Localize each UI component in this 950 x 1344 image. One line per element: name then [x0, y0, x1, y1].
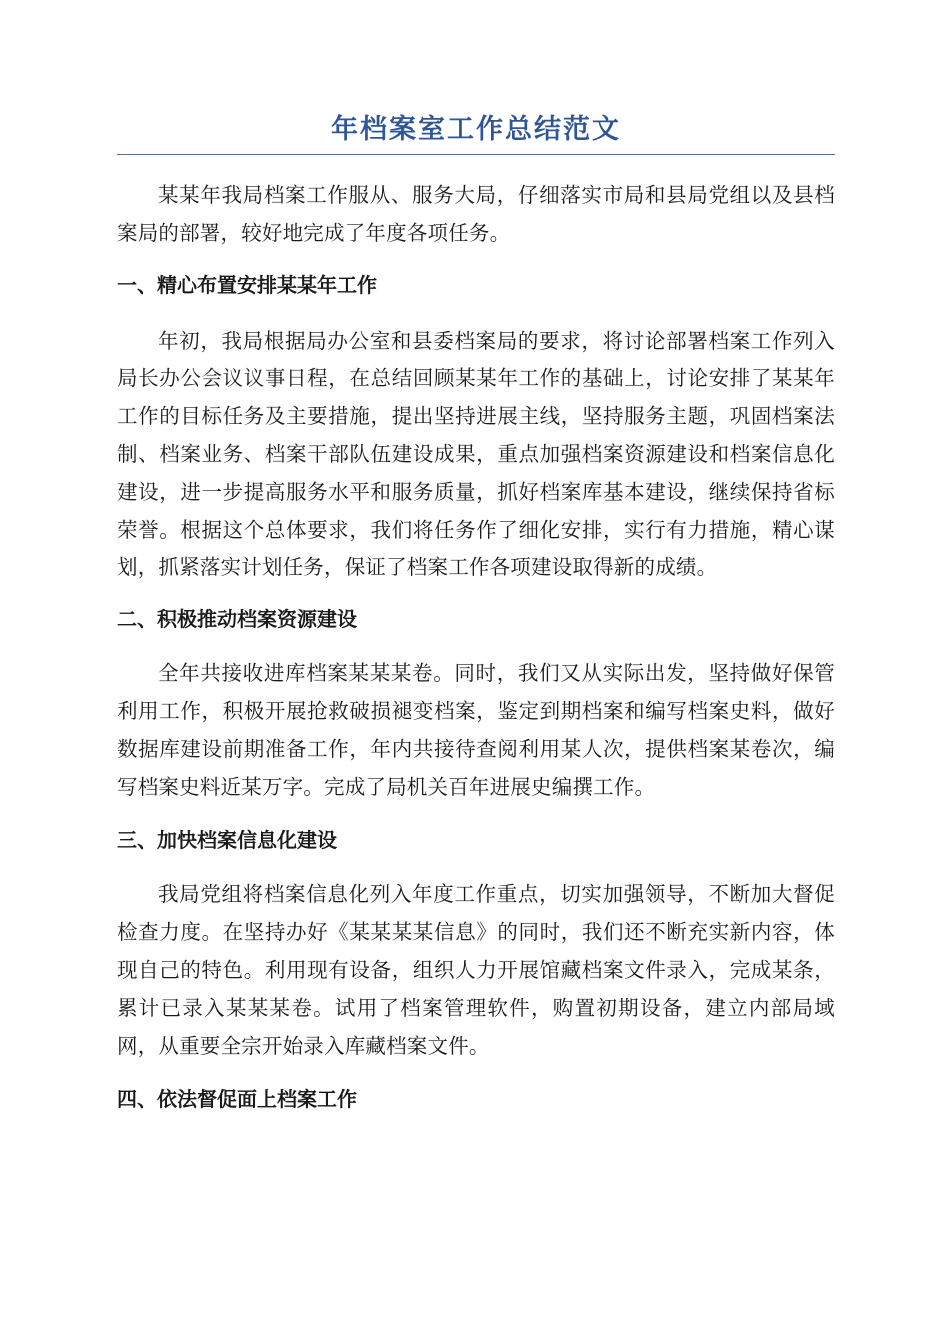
section-2-heading: 二、积极推动档案资源建设 — [117, 607, 357, 632]
section-1-heading: 一、精心布置安排某某年工作 — [117, 272, 377, 297]
document-page — [117, 110, 835, 1113]
section-2-body: 全年共接收进库档案某某某卷。同时，我们又从实际出发，坚持做好保管利用工作，积极开展抢救破损褪变档案，鉴定到期档案和编写档案史料，做好数据库建设前期准备工作，年内共接待查阅利用某人次，提供档案某卷次，编写档案史料近某万字。完成了局机关百年进展史编撰工作。 — [117, 661, 835, 799]
intro-paragraph: 某某年我局档案工作服从、服务大局，仔细落实市局和县局党组以及县档案局的部署，较好地完成了年度各项任务。 — [117, 183, 835, 245]
section-3-heading: 三、加快档案信息化建设 — [117, 828, 337, 853]
document-title: 年档案室工作总结范文 — [117, 110, 835, 155]
section-3-body: 我局党组将档案信息化列入年度工作重点，切实加强领导，不断加大督促检查力度。在坚持办好《某某某某信息》的同时，我们还不断充实新内容，体现自己的特色。利用现有设备，组织人力开展馆藏档案文件录入，完成某条，累计已录入某某某卷。试用了档案管理软件，购置初期设备，建立内部局域网，从重要全宗开始录入库藏档案文件。 — [117, 882, 835, 1058]
section-4-heading: 四、依法督促面上档案工作 — [117, 1087, 357, 1112]
section-1-body: 年初，我局根据局办公室和县委档案局的要求，将讨论部署档案工作列入局长办公会议议事日程，在总结回顾某某年工作的基础上，讨论安排了某某年工作的目标任务及主要措施，提出坚持进展主线，坚持服务主题，巩固档案法制、档案业务、档案干部队伍建设成果，重点加强档案资源建设和档案信息化建设，进一步提高服务水平和服务质量，抓好档案库基本建设，继续保持省标荣誉。根据这个总体要求，我们将任务作了细化安排，实行有力措施，精心谋划，抓紧落实计划任务，保证了档案工作各项建设取得新的成绩。 — [117, 328, 835, 580]
